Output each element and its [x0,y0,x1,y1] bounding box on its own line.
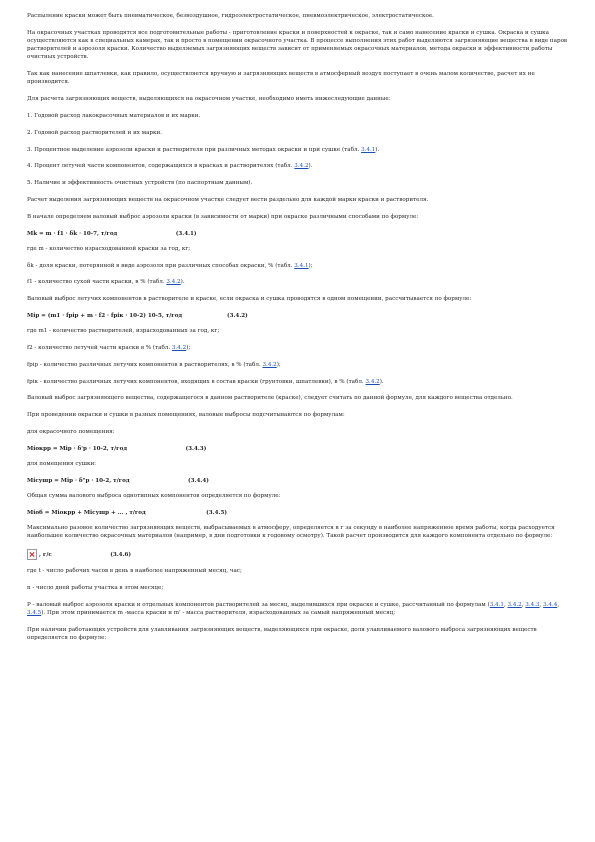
formula-line [27,230,572,238]
text-run: Валовый выброс загрязняющего вещества, содержащегося в данном растворителе (краске), следует считать по данной формуле, для каждого вещества отдельно. [27,395,513,402]
paragraph [27,428,572,436]
table-reference-link[interactable]: 3.4.2 [294,163,309,170]
formula-line [27,445,572,453]
formula-line [27,549,572,560]
paragraph [27,12,572,20]
paragraph [27,411,572,419]
text-run: Распыление краски может быть пневматическое, безвоздушное, гидроэлектростатическое, пневмоэлектрическое, электростатическое. [27,13,434,19]
paragraph [27,196,572,204]
text-run: В начале определяем валовый выброс аэрозоли краски (в зависимости от марки) при окраске различными способами по формуле: [27,213,419,220]
table-reference-link[interactable]: 3.4.2 [507,601,522,608]
text-run: 2. Годовой расход растворителей и их марки. [27,129,162,136]
text-run: ). При этом принимается m -масса краски и m' - масса растворителя, израсходованных за самый напряженный месяц; [41,609,396,616]
paragraph [27,278,572,286]
text-run: При проведении окраски и сушки в разных помещениях, валовые выбросы подсчитываются по формулам: [27,412,345,419]
paragraph [27,295,572,303]
text-run: Максимально разовое количество загрязняющих веществ, выбрасываемых в атмосферу, определяется в г за секунду в наиболее напряженное время работы, когда расходуется наибольшее количество окрасочных материалов (например, в дни подготовки к годовому осмотру). Такой расчет производится для каждого компонента отдельно по формуле: [27,524,555,540]
text-run: Мiокрр = Мiр · δ'р · 10-2, т/год (3.4.3) [27,445,207,452]
paragraph [27,394,572,402]
text-run: На окрасочных участках проводятся все подготовительные работы - приготовление краски и поверхностей к окраске, так и само нанесение краски и сушка. Окраска и сушка осуществляются как в специальных камерах, так и просто в помещении окрасочного участка. В процессе выполнения этих работ выделяются загрязняющие вещества в виде паров растворителей и аэрозоля краски. Количество выделяемых загрязняющих веществ зависит от применяемых окрасочных материалов, метода окраски и эффективности работы очистных устройств. [27,29,568,61]
text-run: ); [276,361,281,368]
paragraph [27,584,572,592]
text-run: где t - число рабочих часов в день в наиболее напряженный месяц, час; [27,567,242,574]
text-run: для помещения сушки: [27,460,97,467]
text-run: Мiоб = Мiокрр + Мiсушр + ... , т/год (3.4.5) [27,509,227,516]
paragraph [27,344,572,352]
table-reference-link[interactable]: 3.4.1 [361,146,376,153]
text-run: ). [308,163,313,170]
text-run: ); [186,344,191,351]
text-run: При наличии работающих устройств для улавливания загрязняющих веществ, выделяющихся при окраске, доля улавливаемого валового выброса загрязняющих веществ определяется по формуле: [27,626,537,641]
text-run: , [539,601,544,608]
paragraph [27,70,572,86]
table-reference-link[interactable]: 3.4.5 [27,609,42,616]
text-run: fpiк - количество различных летучих компонентов, входящих в состав краски (грунтовки, шпатлевки), в % (табл. [27,378,366,385]
text-run: для окрасочного помещения: [27,428,115,435]
paragraph [27,626,572,642]
paragraph [27,95,572,103]
formula-line [27,509,572,517]
text-run: ). [379,378,384,385]
paragraph [27,524,572,540]
table-reference-link[interactable]: 3.4.4 [543,601,558,608]
text-run: где m1 - количество растворителей, израсходованных за год, кг; [27,328,220,335]
paragraph [27,245,572,253]
table-reference-link[interactable]: 3.4.3 [525,601,540,608]
text-run: 3. Процентное выделение аэрозоли краски и растворителя при различных методах окраски и при сушке (табл. [27,146,362,153]
text-run: Общая сумма валового выброса однотипных компонентов определяется по формуле: [27,492,281,499]
text-run: f2 - количество летучей части краски в % (табл. [27,344,172,351]
formula-line [27,477,572,485]
paragraph [27,213,572,221]
broken-image-icon [27,549,37,560]
text-run: Мk = m · f1 · δk · 10-7, т/год (3.4.1) [27,230,197,237]
text-run: Мiсушр = Мiр · δ"р · 10-2, т/год (3.4.4) [27,477,209,484]
formula-line [27,312,572,320]
table-reference-link[interactable]: 3.4.2 [171,344,187,351]
paragraph [27,327,572,335]
text-run: , г/с (3.4.6) [39,551,132,558]
paragraph [27,460,572,468]
table-reference-link[interactable]: 3.4.1 [294,262,309,269]
text-run: 4. Процент летучей части компонентов, содержащихся в красках и растворителях (табл. [27,163,295,170]
paragraph [27,378,572,386]
paragraph [27,492,572,500]
table-reference-link[interactable]: 3.4.2 [166,279,181,286]
paragraph [27,112,572,120]
text-run: 5. Наличие и эффективность очистных устройств (по паспортным данным). [27,180,253,187]
paragraph [27,129,572,137]
text-run: , [557,601,560,608]
text-run: Мiр = (m1 · fpip + m · f2 · fpiк · 10-2) 10-5, т/год (3.4.2) [27,312,248,319]
paragraph [27,146,572,154]
paragraph [27,29,572,62]
text-run: δk - доля краски, потерянной в виде аэрозоля при различных способах окраски, % (табл. [27,262,295,269]
table-reference-link[interactable]: 3.4.1 [489,601,504,608]
text-run: Р - валовый выброс аэрозоля краски и отдельных компонентов растворителей за месяц, выделившихся при окраске и сушке, рассчитанный по формулам ( [27,601,490,608]
text-run: Так как нанесение шпатлевки, как правило, осуществляется вручную и загрязняющих веществ в атмосферный воздух поступает в очень малом количестве, расчет их не производится. [27,71,535,86]
paragraph [27,179,572,187]
text-run: ); [308,262,313,269]
text-run: 1. Годовой расход лакокрасочных материалов и их марки. [27,113,201,119]
paragraph [27,601,572,617]
text-run: f1 - количество сухой части краски, в % (табл. [27,279,167,286]
table-reference-link[interactable]: 3.4.2 [365,378,380,385]
table-reference-link[interactable]: 3.4.2 [262,361,277,368]
text-run: n - число дней работы участка в этом месяце; [27,584,164,591]
text-run: , [521,601,526,608]
text-run: где m - количество израсходованной краски за год, кг; [27,245,191,252]
text-run: , [503,601,508,608]
paragraph [27,162,572,170]
paragraph [27,567,572,575]
text-run: Расчет выделения загрязняющих веществ на окрасочном участке следует вести раздельно для каждой марки краски и растворителя. [27,196,429,203]
paragraph [27,361,572,369]
text-run: fpip - количество различных летучих компонентов в растворителях, в % (табл. [27,361,263,368]
document-page [27,12,572,651]
text-run: Для расчета загрязняющих веществ, выделяющихся на окрасочном участке, необходимо иметь нижеследующие данные: [27,96,391,103]
text-run: ). [375,146,380,153]
text-run: ). [180,279,185,286]
paragraph [27,262,572,270]
text-run: Валовый выброс летучих компонентов в растворителе и краске, если окраска и сушка проводятся в одном помещении, рассчитывается по формуле: [27,296,472,303]
